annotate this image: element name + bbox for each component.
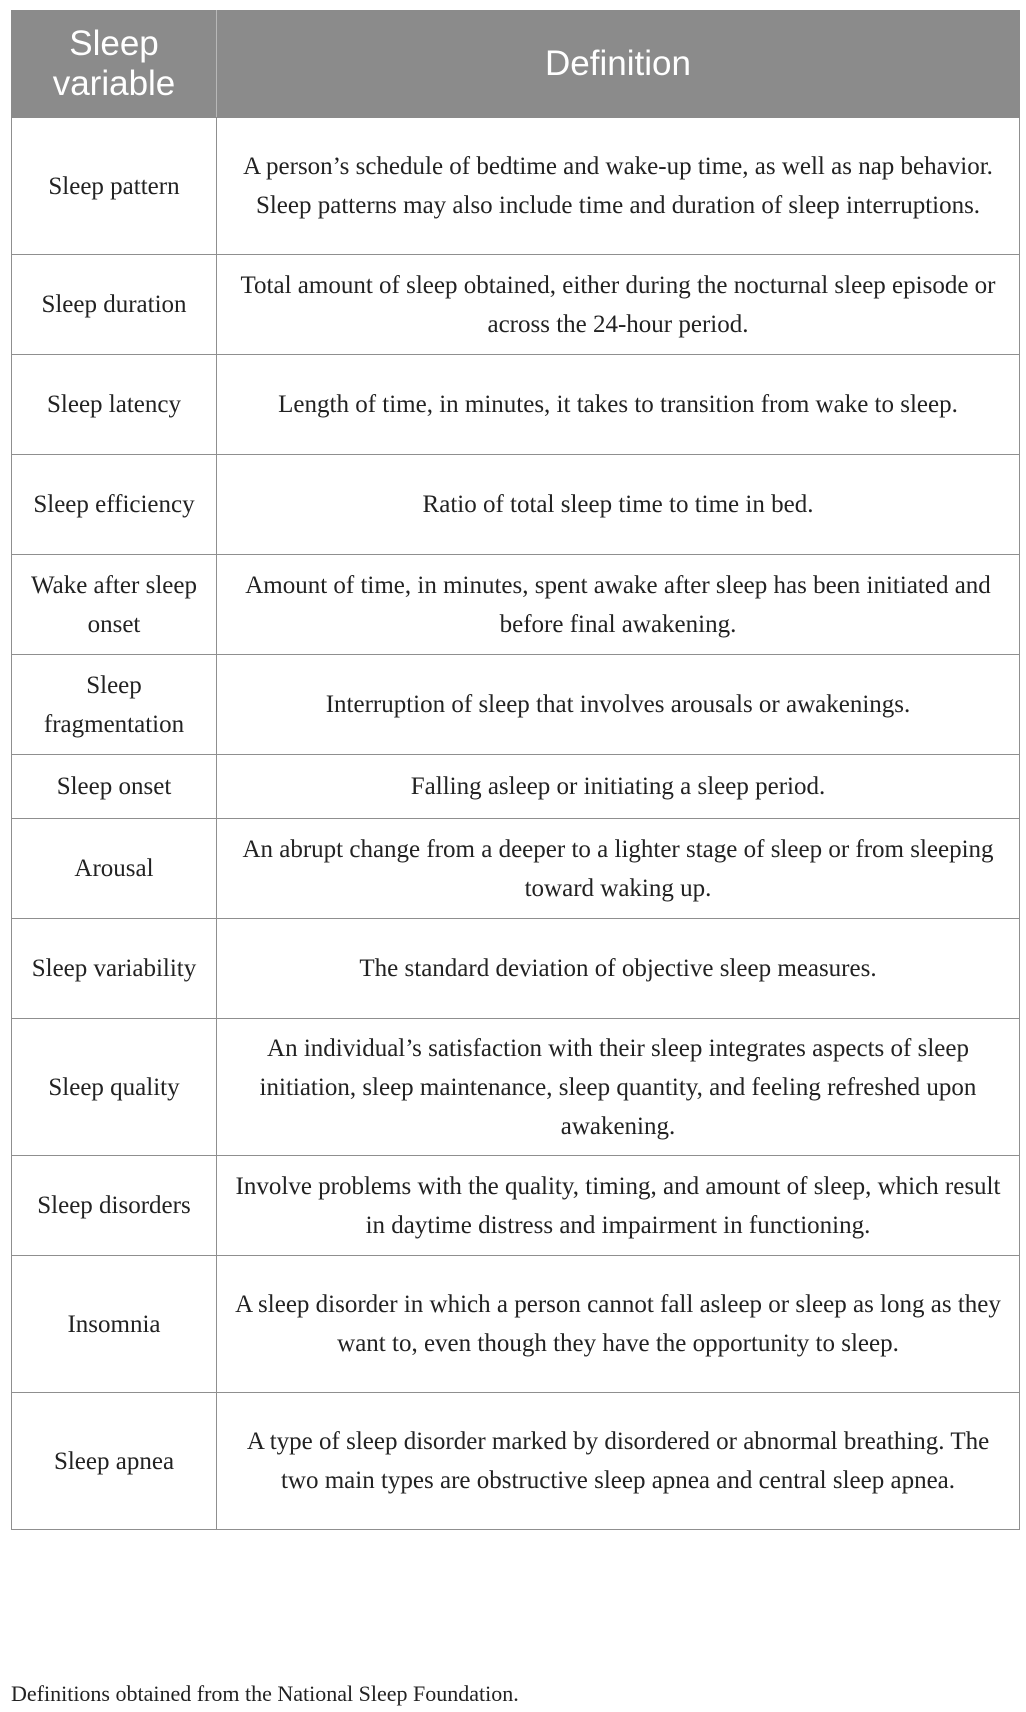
variable-cell: Wake after sleep onset [12, 555, 217, 655]
definition-cell: Falling asleep or initiating a sleep period. [217, 755, 1020, 819]
table-header-row [12, 11, 1020, 118]
definition-cell: An abrupt change from a deeper to a lighter stage of sleep or from sleeping toward waking up. [217, 819, 1020, 919]
table-footnote: Definitions obtained from the National Sleep Foundation. [11, 1681, 519, 1706]
header-definition: Definition [217, 11, 1020, 118]
table-row [12, 255, 1020, 355]
table-row [12, 819, 1020, 919]
table-row [12, 1156, 1020, 1256]
variable-cell: Sleep fragmentation [12, 655, 217, 755]
sleep-definitions-table-wrapper [11, 10, 1020, 1530]
variable-cell: Sleep quality [12, 1019, 217, 1156]
table-row [12, 355, 1020, 455]
sleep-definitions-table [11, 10, 1020, 1530]
table-row [12, 118, 1020, 255]
variable-cell: Sleep onset [12, 755, 217, 819]
header-sleep-variable: Sleep variable [12, 11, 217, 118]
variable-cell: Sleep disorders [12, 1156, 217, 1256]
table-row [12, 1393, 1020, 1530]
table-row [12, 455, 1020, 555]
variable-cell: Sleep efficiency [12, 455, 217, 555]
table-row [12, 555, 1020, 655]
definition-cell: Amount of time, in minutes, spent awake after sleep has been initiated and before final awakening. [217, 555, 1020, 655]
definition-cell: An individual’s satisfaction with their sleep integrates aspects of sleep initiation, sleep maintenance, sleep quantity, and feeling refreshed upon awakening. [217, 1019, 1020, 1156]
definition-cell: Interruption of sleep that involves arousals or awakenings. [217, 655, 1020, 755]
variable-cell: Insomnia [12, 1256, 217, 1393]
variable-cell: Sleep pattern [12, 118, 217, 255]
variable-cell: Arousal [12, 819, 217, 919]
variable-cell: Sleep latency [12, 355, 217, 455]
definition-cell: The standard deviation of objective sleep measures. [217, 919, 1020, 1019]
definition-cell: A person’s schedule of bedtime and wake-up time, as well as nap behavior. Sleep patterns may also include time and duration of sleep interruptions. [217, 118, 1020, 255]
definition-cell: Total amount of sleep obtained, either during the nocturnal sleep episode or across the 24-hour period. [217, 255, 1020, 355]
definition-cell: A sleep disorder in which a person cannot fall asleep or sleep as long as they want to, even though they have the opportunity to sleep. [217, 1256, 1020, 1393]
table-row [12, 755, 1020, 819]
table-row [12, 1019, 1020, 1156]
variable-cell: Sleep apnea [12, 1393, 217, 1530]
table-row [12, 655, 1020, 755]
variable-cell: Sleep variability [12, 919, 217, 1019]
definition-cell: Ratio of total sleep time to time in bed. [217, 455, 1020, 555]
definition-cell: Length of time, in minutes, it takes to transition from wake to sleep. [217, 355, 1020, 455]
table-row [12, 919, 1020, 1019]
variable-cell: Sleep duration [12, 255, 217, 355]
definition-cell: A type of sleep disorder marked by disordered or abnormal breathing. The two main types are obstructive sleep apnea and central sleep apnea. [217, 1393, 1020, 1530]
definition-cell: Involve problems with the quality, timing, and amount of sleep, which result in daytime distress and impairment in functioning. [217, 1156, 1020, 1256]
table-row [12, 1256, 1020, 1393]
